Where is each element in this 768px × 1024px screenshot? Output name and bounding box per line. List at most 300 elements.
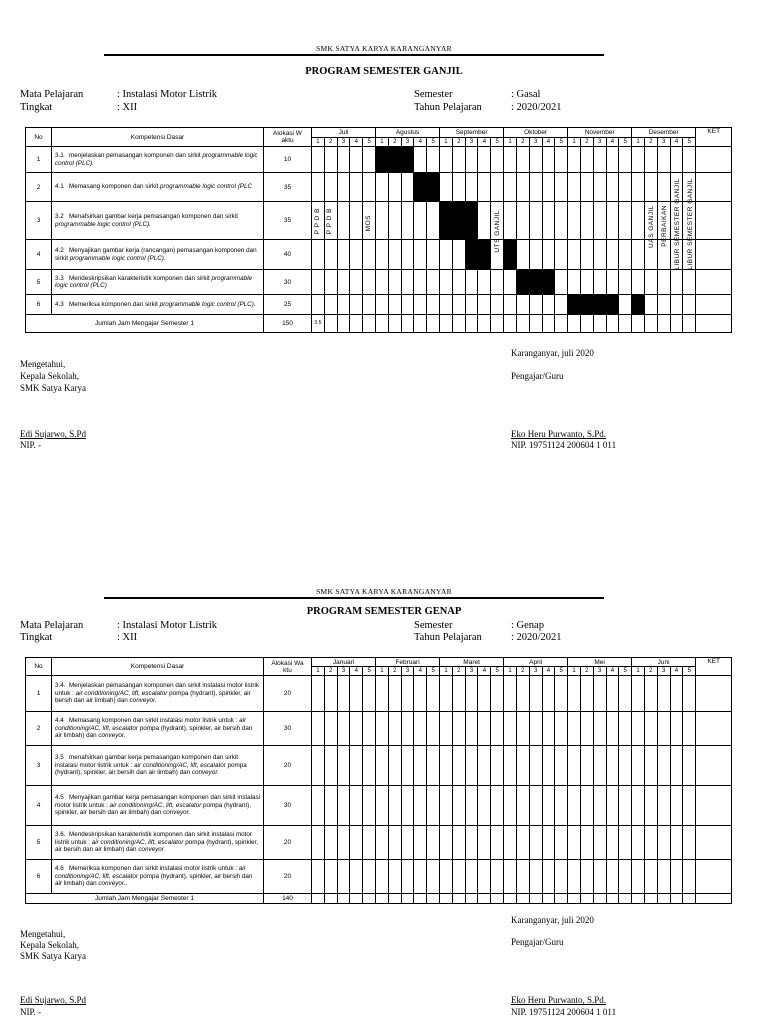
week-cell <box>504 826 517 860</box>
week-cell <box>440 173 453 202</box>
week-cell <box>657 712 670 746</box>
week-cell <box>645 147 658 173</box>
week-cell <box>529 894 542 904</box>
week-cell <box>606 202 619 240</box>
week-cell <box>529 746 542 786</box>
week-cell <box>619 295 632 315</box>
col-kd-header: Kompetensi Dasar <box>52 128 264 147</box>
week-cell <box>606 173 619 202</box>
week-number: 1 <box>568 667 581 676</box>
week-cell <box>312 147 325 173</box>
week-number: 1 <box>440 138 453 147</box>
tingkat-label: Tingkat <box>20 102 53 113</box>
schedule-block <box>478 240 491 270</box>
week-cell <box>465 315 478 333</box>
week-cell <box>504 202 517 240</box>
week-cell <box>632 202 645 240</box>
week-cell <box>414 786 427 826</box>
week-cell <box>388 202 401 240</box>
week-cell <box>593 826 606 860</box>
schedule-block <box>606 295 619 315</box>
uas-label: UAS GANJIL <box>648 205 655 248</box>
kd-italic-text: air conditioning/AC, lift, escalator <box>91 838 184 846</box>
week-cell <box>452 295 465 315</box>
week-cell <box>376 173 389 202</box>
week-cell <box>580 826 593 860</box>
week-cell <box>593 676 606 712</box>
week-cell <box>568 147 581 173</box>
week-cell <box>593 202 606 240</box>
tingkat-label: Tingkat <box>20 632 53 643</box>
schedule-block <box>580 295 593 315</box>
week-cell <box>401 270 414 295</box>
tahun-label: Tahun Pelajaran <box>414 632 482 643</box>
table-row <box>26 295 732 315</box>
kepala-text: Kepala Sekolah, <box>20 371 79 381</box>
row-number: 2 <box>26 173 52 202</box>
week-cell <box>542 712 555 746</box>
col-no-header: No <box>26 658 52 676</box>
week-cell <box>529 676 542 712</box>
week-cell <box>465 746 478 786</box>
week-cell <box>542 147 555 173</box>
kd-italic-text: air conditioning/AC, lift, escalator <box>55 865 246 880</box>
week-number: 3 <box>529 138 542 147</box>
week-cell <box>568 676 581 712</box>
week-cell <box>465 676 478 712</box>
schedule-block <box>414 173 427 202</box>
table-row <box>26 147 732 173</box>
schedule-block <box>593 295 606 315</box>
week-cell <box>632 786 645 826</box>
week-cell <box>632 315 645 333</box>
week-cell <box>516 894 529 904</box>
kd-number: 4.5 <box>55 794 64 802</box>
week-cell <box>388 315 401 333</box>
week-cell <box>401 295 414 315</box>
month-header: Mei <box>568 658 632 667</box>
month-header: Oktober <box>504 128 568 138</box>
kd-number: 3.3 <box>55 274 64 282</box>
week-cell <box>363 270 376 295</box>
week-cell <box>657 746 670 786</box>
kd-cell <box>52 676 264 712</box>
week-cell <box>478 147 491 173</box>
week-cell <box>580 860 593 894</box>
week-cell <box>606 746 619 786</box>
week-cell <box>542 860 555 894</box>
week-cell <box>683 786 696 826</box>
week-cell <box>504 712 517 746</box>
week-cell <box>504 147 517 173</box>
page-title: PROGRAM SEMESTER GANJIL <box>305 66 463 77</box>
week-cell <box>606 712 619 746</box>
week-cell <box>670 786 683 826</box>
week-cell <box>337 746 350 786</box>
col-alokasi-header <box>264 128 312 147</box>
week-cell <box>363 295 376 315</box>
week-number: 4 <box>350 667 363 676</box>
week-cell <box>337 173 350 202</box>
week-cell <box>312 240 325 270</box>
week-cell <box>580 202 593 240</box>
week-cell <box>478 712 491 746</box>
row-number: 1 <box>26 147 52 173</box>
kd-text-rest: pompa (hydrant), spinkler, air bersih dan air limbah) dan <box>55 689 251 705</box>
kd-number: 3.5 <box>55 754 64 762</box>
week-cell <box>427 712 440 746</box>
table-row <box>26 173 732 202</box>
col-alokasi-line: Alokasi Wa <box>271 659 304 667</box>
month-header: November <box>568 128 632 138</box>
week-number: 5 <box>555 667 568 676</box>
kd-text: Menafsirkan gambar kerja pemasangan komponen dan sirkit <box>69 213 239 221</box>
week-cell <box>440 295 453 315</box>
week-number: 5 <box>427 138 440 147</box>
week-cell <box>580 746 593 786</box>
week-cell <box>414 894 427 904</box>
week-number: 3 <box>593 138 606 147</box>
ket-cell <box>696 786 732 826</box>
week-cell <box>427 240 440 270</box>
ket-cell <box>696 147 732 173</box>
week-cell <box>401 894 414 904</box>
week-cell <box>440 147 453 173</box>
week-cell <box>401 786 414 826</box>
tahun-value: : 2020/2021 <box>511 632 562 643</box>
week-number: 2 <box>580 138 593 147</box>
week-cell <box>683 826 696 860</box>
month-header: Januari <box>312 658 376 667</box>
week-cell <box>632 860 645 894</box>
week-cell <box>350 786 363 826</box>
ket-cell <box>696 295 732 315</box>
week-cell <box>337 315 350 333</box>
kd-cell <box>52 270 264 295</box>
semester-label: Semester <box>414 620 453 631</box>
week-cell <box>401 240 414 270</box>
week-cell <box>465 173 478 202</box>
week-number: 3 <box>465 667 478 676</box>
libur-label: LIBUR SEMESTER GANJIL <box>674 178 681 270</box>
week-cell <box>670 860 683 894</box>
week-cell <box>427 826 440 860</box>
mapel-label: Mata Pelajaran <box>20 620 84 631</box>
week-cell <box>350 826 363 860</box>
week-cell <box>593 173 606 202</box>
month-header: Desember <box>632 128 696 138</box>
week-cell <box>324 147 337 173</box>
week-cell <box>555 826 568 860</box>
kd-number: 4.1 <box>55 183 64 191</box>
schedule-block <box>401 147 414 173</box>
week-cell <box>593 315 606 333</box>
week-cell <box>657 826 670 860</box>
week-cell <box>491 315 504 333</box>
week-cell <box>504 173 517 202</box>
week-cell <box>452 894 465 904</box>
kd-italic-text: air conditioning/AC, lift, escalator <box>134 761 226 769</box>
week-cell <box>491 295 504 315</box>
week-cell <box>452 315 465 333</box>
pengajar-text: Pengajar/Guru <box>511 371 564 381</box>
kepsek-nip: NIP. - <box>20 1007 42 1017</box>
week-cell <box>491 826 504 860</box>
week-cell <box>619 860 632 894</box>
week-cell <box>542 894 555 904</box>
ket-cell <box>696 240 732 270</box>
kd-text-rest: pompa (hydrant), spinkler, air bersih dan air limbah) dan <box>55 724 253 740</box>
week-cell <box>452 860 465 894</box>
week-number: 3 <box>657 138 670 147</box>
week-cell <box>606 894 619 904</box>
week-cell <box>516 860 529 894</box>
week-cell <box>363 173 376 202</box>
week-cell <box>350 240 363 270</box>
week-cell <box>478 295 491 315</box>
week-cell <box>657 173 670 202</box>
alokasi-cell: 20 <box>264 826 312 860</box>
kd-number: 4.3 <box>55 300 64 308</box>
week-cell <box>427 860 440 894</box>
week-cell <box>376 270 389 295</box>
week-cell <box>529 240 542 270</box>
week-cell <box>491 147 504 173</box>
week-number: 4 <box>414 138 427 147</box>
week-cell <box>337 860 350 894</box>
week-cell <box>670 676 683 712</box>
row-number: 1 <box>26 676 52 712</box>
mengetahui-text: Mengetahui, <box>20 359 66 369</box>
week-number: 1 <box>312 667 325 676</box>
table-row <box>26 712 732 746</box>
total-row <box>26 315 732 333</box>
week-cell <box>440 826 453 860</box>
week-cell <box>324 295 337 315</box>
perbaikan-label: PERBAIKAN <box>661 205 668 247</box>
kd-italic-text: conveyor. <box>163 809 191 817</box>
week-cell <box>414 270 427 295</box>
week-cell <box>670 147 683 173</box>
month-header: Agustus <box>376 128 440 138</box>
week-cell <box>606 676 619 712</box>
week-cell <box>657 894 670 904</box>
week-cell <box>568 786 581 826</box>
row-number: 3 <box>26 202 52 240</box>
week-cell <box>350 712 363 746</box>
week-cell <box>465 270 478 295</box>
week-cell <box>670 712 683 746</box>
week-cell <box>568 894 581 904</box>
table-row <box>26 202 732 240</box>
week-cell <box>606 860 619 894</box>
schedule-block <box>388 147 401 173</box>
week-cell <box>491 676 504 712</box>
alokasi-cell: 20 <box>264 860 312 894</box>
week-cell <box>529 147 542 173</box>
week-cell <box>414 240 427 270</box>
week-cell <box>312 860 325 894</box>
week-number: 4 <box>542 667 555 676</box>
week-cell <box>580 786 593 826</box>
week-cell <box>465 860 478 894</box>
week-cell <box>337 202 350 240</box>
week-cell <box>504 270 517 295</box>
week-cell <box>580 676 593 712</box>
kd-number: 3.4. <box>55 682 66 690</box>
week-cell <box>619 315 632 333</box>
row-number: 5 <box>26 826 52 860</box>
kd-cell <box>52 746 264 786</box>
uts-label: UTS GANJIL <box>494 210 501 253</box>
week-number: 2 <box>452 667 465 676</box>
week-cell <box>440 676 453 712</box>
ket-cell <box>696 270 732 295</box>
week-cell <box>568 315 581 333</box>
guru-nip: NIP. 19751124 200604 1 011 <box>511 1007 617 1017</box>
row-number: 6 <box>26 295 52 315</box>
week-number: 1 <box>632 667 645 676</box>
week-cell <box>516 712 529 746</box>
week-cell <box>593 786 606 826</box>
week-cell <box>414 295 427 315</box>
total-value: 150 <box>264 315 312 333</box>
week-cell <box>619 894 632 904</box>
week-cell <box>580 712 593 746</box>
week-cell <box>619 147 632 173</box>
week-cell <box>670 826 683 860</box>
week-cell <box>516 173 529 202</box>
smk-text: SMK Satya Karya <box>20 383 86 393</box>
week-cell <box>312 712 325 746</box>
week-cell <box>376 676 389 712</box>
week-cell <box>427 786 440 826</box>
week-cell <box>580 315 593 333</box>
week-cell <box>376 240 389 270</box>
week-number: 4 <box>670 138 683 147</box>
week-cell <box>376 746 389 786</box>
week-cell <box>632 676 645 712</box>
week-cell <box>580 147 593 173</box>
kd-number: 4.2 <box>55 247 64 255</box>
week-cell <box>683 860 696 894</box>
week-cell <box>324 270 337 295</box>
week-cell <box>657 676 670 712</box>
row-number: 5 <box>26 270 52 295</box>
week-cell <box>632 270 645 295</box>
ket-cell <box>696 894 732 904</box>
week-cell <box>350 147 363 173</box>
ppdb-label: P P D B <box>326 208 333 235</box>
week-cell <box>478 676 491 712</box>
week-cell <box>401 746 414 786</box>
mos-label: MOS <box>365 215 372 232</box>
week-cell <box>465 826 478 860</box>
week-number: 3 <box>337 138 350 147</box>
table-row <box>26 240 732 270</box>
week-cell <box>619 712 632 746</box>
week-cell <box>555 712 568 746</box>
week-cell <box>427 270 440 295</box>
week-cell <box>580 240 593 270</box>
schedule-block <box>440 202 453 240</box>
week-cell <box>542 240 555 270</box>
week-cell <box>491 746 504 786</box>
kd-italic-text: conveyor. <box>129 697 157 705</box>
week-cell <box>350 295 363 315</box>
week-cell <box>504 746 517 786</box>
col-no-header: No <box>26 128 52 147</box>
week-cell <box>619 786 632 826</box>
week-number: 4 <box>606 667 619 676</box>
week-number: 3 <box>657 667 670 676</box>
week-cell <box>632 712 645 746</box>
week-number: 5 <box>363 138 376 147</box>
week-number: 5 <box>683 667 696 676</box>
kd-text: Memasang komponen dan sirkit instalasi motor listrik untuk : <box>69 717 238 725</box>
week-cell <box>670 315 683 333</box>
week-cell <box>388 173 401 202</box>
place-date: Karanganyar, juli 2020 <box>511 915 594 925</box>
week-cell <box>516 826 529 860</box>
week-cell <box>593 147 606 173</box>
week-cell <box>657 270 670 295</box>
total-label: Jumlah Jam Mengajar Semester 1 <box>26 894 264 904</box>
week-cell <box>478 746 491 786</box>
kd-number: 4.6 <box>55 865 64 873</box>
week-number: 3 <box>337 667 350 676</box>
alokasi-cell: 30 <box>264 270 312 295</box>
week-cell <box>516 240 529 270</box>
week-cell <box>683 676 696 712</box>
week-cell <box>645 270 658 295</box>
week-cell <box>529 173 542 202</box>
week-cell <box>363 315 376 333</box>
month-header: Februari <box>376 658 440 667</box>
week-cell <box>568 860 581 894</box>
week-cell <box>324 676 337 712</box>
week-cell <box>606 315 619 333</box>
week-cell <box>606 270 619 295</box>
week-cell <box>683 746 696 786</box>
week-cell <box>529 295 542 315</box>
libur-label: LIBUR SEMESTER GANJIL <box>687 178 694 270</box>
week-cell <box>401 860 414 894</box>
week-cell <box>312 826 325 860</box>
week-cell <box>504 676 517 712</box>
row-number: 4 <box>26 240 52 270</box>
week-cell <box>542 315 555 333</box>
col-alokasi-line: Alokasi W <box>273 130 302 137</box>
table-row <box>26 676 732 712</box>
week-cell <box>465 295 478 315</box>
week-cell <box>478 315 491 333</box>
schedule-block <box>376 147 389 173</box>
schedule-block <box>632 295 645 315</box>
kd-cell <box>52 147 264 173</box>
kd-text: Mendeskripsikan karakteristik komponen dan sirkit <box>69 274 210 282</box>
kd-text: Menyajikan gambar kerja pemasangan komponen dan sirkit instalasi motor listrik untuk : <box>55 794 261 809</box>
kd-number: 4.4 <box>55 717 64 725</box>
mapel-value: : Instalasi Motor Listrik <box>117 89 218 100</box>
week-cell <box>504 894 517 904</box>
week-cell <box>516 676 529 712</box>
week-cell <box>452 826 465 860</box>
week-number: 1 <box>312 138 325 147</box>
week-cell <box>593 712 606 746</box>
week-cell <box>555 860 568 894</box>
week-number: 2 <box>516 667 529 676</box>
